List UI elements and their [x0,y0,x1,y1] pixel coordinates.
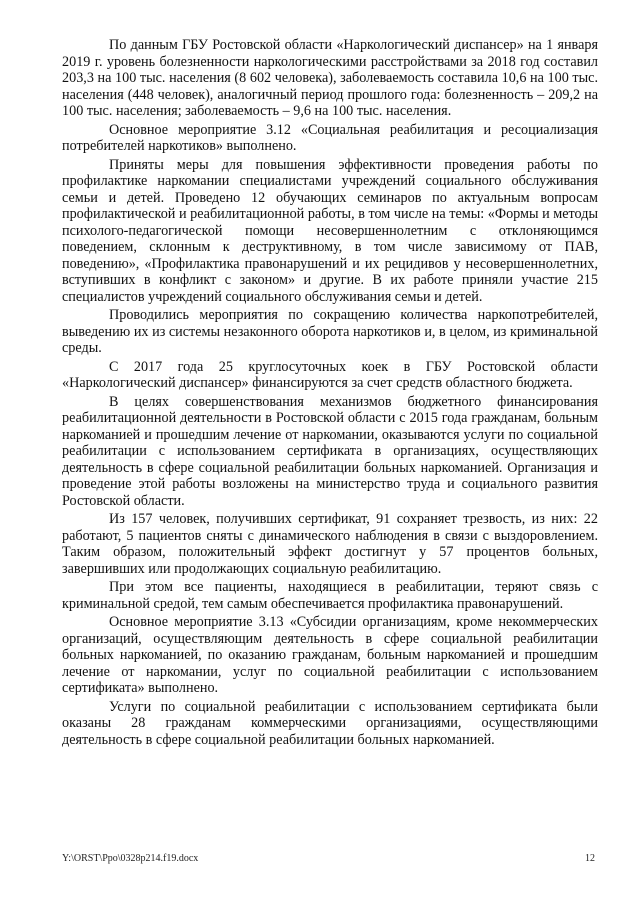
paragraph-measure-3-13: Основное мероприятие 3.13 «Субсидии организациям, кроме некоммерческих организаций, осуществляющим деятельность в сфере социальной реабилитации больных наркоманией, по оказанию гражданам, больным наркоманией и прошедшим лечение от наркомании, услуг по социальной реабилитации с использованием сертификата» выполнено. [62,614,598,696]
paragraph-beds-funding: С 2017 года 25 круглосуточных коек в ГБУ Ростовской области «Наркологический диспансер» финансируются за счет средств областного бюджета. [62,358,598,391]
paragraph-prevention-seminars: Приняты меры для повышения эффективности проведения работы по профилактике наркомании специалистами учреждений социального обслуживания семьи и детей. Проведено 12 обучающих семинаров по актуальным вопросам профилактической и реабилитационной работы, в том числе на темы: «Формы и методы психолого-педагогической помощи несовершеннолетним с отклоняющимся поведением, склонным к деструктивному, в том числе зависимому от ПАВ, поведению», «Профилактика правонарушений и их рецидивов у несовершеннолетних, вступивших в конфликт с законом» и другие. В их работе приняли участие 215 специалистов учреждений социального обслуживания семьи и детей. [62,156,598,305]
document-body [62,37,598,750]
paragraph-criminal-ties: При этом все пациенты, находящиеся в реабилитации, теряют связь с криминальной средой, тем самым обеспечивается профилактика правонарушений. [62,579,598,612]
paragraph-services-provided: Услуги по социальной реабилитации с использованием сертификата были оказаны 28 гражданам коммерческими организациями, осуществляющими деятельность в сфере социальной реабилитации больных наркоманией. [62,698,598,748]
footer-file-path: Y:\ORST\Ppo\0328p214.f19.docx [62,853,199,864]
paragraph-certificate-program: В целях совершенствования механизмов бюджетного финансирования реабилитационной деятельности в Ростовской области с 2015 года гражданам, больным наркоманией и прошедшим лечение от наркомании, оказываются услуги по социальной реабилитации с использованием сертификата в организациях, осуществляющих деятельность в сфере социальной реабилитации больных наркоманией. Организация и проведение этой работы возложены на министерство труда и социального развития Ростовской области. [62,393,598,509]
paragraph-reduction-measures: Проводились мероприятия по сокращению количества наркопотребителей, выведению их из системы незаконного оборота наркотиков и, в целом, из криминальной среды. [62,307,598,356]
paragraph-statistics: По данным ГБУ Ростовской области «Наркологический диспансер» на 1 января 2019 г. уровень болезненности наркологическими расстройствами за 2018 год составил 203,3 на 100 тыс. населения (8 602 человека), заболеваемость составила 10,6 на 100 тыс. населения (448 человек), аналогичный период прошлого года: болезненность – 209,2 на 100 тыс. населения; заболеваемость – 9,6 на 100 тыс. населения. [62,37,598,119]
paragraph-certificate-results: Из 157 человек, получивших сертификат, 91 сохраняет трезвость, из них: 22 работают, 5 пациентов сняты с динамического наблюдения в связи с выздоровлением. Таким образом, положительный эффект достигнут у 57 процентов больных, завершивших или продолжающих социальную реабилитацию. [62,511,598,577]
page-number: 12 [585,853,595,864]
paragraph-measure-3-12: Основное мероприятие 3.12 «Социальная реабилитация и ресоциализация потребителей наркотиков» выполнено. [62,121,598,154]
